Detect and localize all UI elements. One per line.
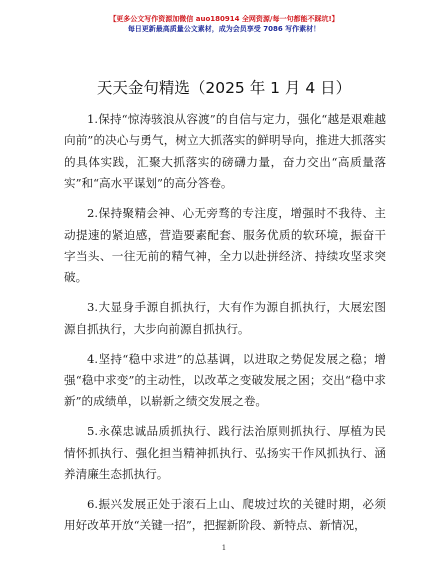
header-banner xyxy=(0,14,448,34)
paragraph-3: 3.大显身手源自抓执行，大有作为源自抓执行，大展宏图源自抓执行，大步向前源自抓执行。 xyxy=(64,300,386,336)
paragraph-5: 5.永葆忠诚品质抓执行、践行法治原则抓执行、厚植为民情怀抓执行、强化担当精神抓执行、弘扬实干作风抓执行、涵养清廉生态抓执行。 xyxy=(64,424,386,482)
paragraph-4: 4.坚持“稳中求进”的总基调，以进取之势促发展之稳；增强“稳中求变”的主动性，以改革之变破发展之困；交出“稳中求新”的成绩单，以崭新之绩交发展之卷。 xyxy=(64,351,386,409)
document-title: 天天金句精选（2025 年 1 月 4 日） xyxy=(96,79,352,97)
page-number: 1 xyxy=(221,544,227,552)
paragraph-2: 2.保持聚精会神、心无旁骛的专注度，增强时不我待、主动提速的紧迫感，营造要素配套、服务优质的软环境，振奋干字当头、一往无前的精气神，全力以赴拼经济、持续攻坚求突破。 xyxy=(64,206,386,285)
paragraph-6: 6.振兴发展正处于滚石上山、爬坡过坎的关键时期，必须用好改革开放“关键一招”，把握新阶段、新特点、新情况， xyxy=(64,497,386,533)
paragraph-1: 1.保持“惊涛骇浪从容渡”的自信与定力，强化“越是艰难越向前”的决心与勇气，树立大抓落实的鲜明导向，推进大抓落实的具体实践，汇聚大抓落实的磅礴力量，奋力交出“高质量落实”和“高水平谋划”的高分答卷。 xyxy=(64,112,386,191)
document-body xyxy=(64,109,386,545)
banner-promo-line: 【更多公文写作资源加微信 auo180914 全网资源/每一句都能不踩坑!】 xyxy=(109,15,339,23)
banner-membership-line: 每日更新最高质量公文素材，成为会员享受 7086 写作素材！ xyxy=(127,25,321,33)
